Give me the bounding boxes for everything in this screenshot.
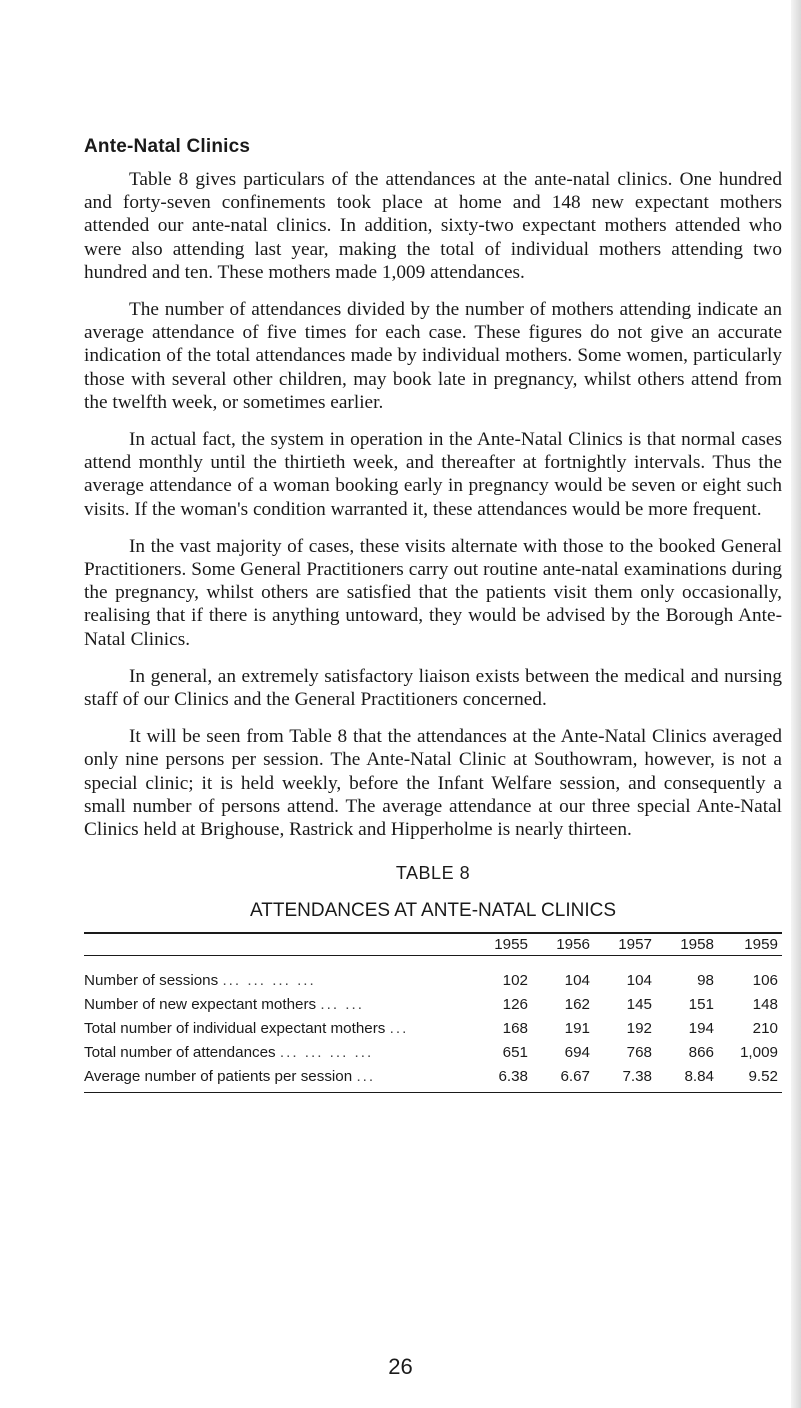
row-label xyxy=(84,1016,470,1040)
paragraph-6: It will be seen from Table 8 that the attendances at the Ante-Natal Clinics averaged only nine persons per session. The Ante-Natal Clinic at Southowram, however, is not a special clinic; it is held weekly, before the Infant Welfare session, and consequently a small number of persons attend. The average attendance at our three special Ante-Natal Clinics held at Brighouse, Rastrick and Hipperholme is nearly thirteen. xyxy=(84,726,782,841)
table-row xyxy=(84,956,782,993)
table-row xyxy=(84,1016,782,1040)
leader-dots: ... xyxy=(356,1067,376,1085)
table-cell: 102 xyxy=(502,971,528,989)
header-empty xyxy=(84,933,470,956)
table-title: ATTENDANCES AT ANTE-NATAL CLINICS xyxy=(250,900,616,922)
row-label-text: Average number of patients per session xyxy=(84,1067,353,1085)
page-edge-shadow xyxy=(791,0,801,1408)
row-label-text: Number of sessions xyxy=(84,971,219,989)
header-year: 1956 xyxy=(532,933,594,956)
table-cell: 168 xyxy=(502,1019,528,1037)
table-cell: 8.84 xyxy=(656,1064,718,1093)
row-label xyxy=(84,1040,470,1064)
table-cell: 145 xyxy=(626,995,652,1013)
paragraph-3: In actual fact, the system in operation in the Ante-Natal Clinics is that normal cases attend monthly until the thirtieth week, and thereafter at fortnightly intervals. Thus the average attendance of a woman booking early in pregnancy would be seven or eight such visits. If the woman's condition warranted it, these attendances would be more frequent. xyxy=(84,429,782,520)
table-cell: 6.38 xyxy=(470,1064,532,1093)
table-row xyxy=(84,1040,782,1064)
table-cell: 191 xyxy=(564,1019,590,1037)
table-cell: 104 xyxy=(626,971,652,989)
table-cell: 194 xyxy=(688,1019,714,1037)
row-label xyxy=(84,956,470,993)
table-cell: 106 xyxy=(752,971,778,989)
row-label-text: Total number of attendances xyxy=(84,1043,276,1061)
table-row xyxy=(84,1064,782,1093)
table-cell: 768 xyxy=(626,1043,652,1061)
leader-dots: ... ... ... ... xyxy=(279,1043,374,1061)
table-row xyxy=(84,992,782,1016)
table-cell: 1,009 xyxy=(739,1043,778,1061)
leader-dots: ... ... ... ... xyxy=(222,971,316,989)
paragraph-1: Table 8 gives particulars of the attendances at the ante-natal clinics. One hundred and forty-seven confinements took place at home and 148 new expectant mothers attended our ante-natal clinics. In addition, sixty-two expectant mothers attended who were also attending last year, making the total of individual mothers attending two hundred and ten. These mothers made 1,009 attendances. xyxy=(84,169,782,283)
document-page xyxy=(84,136,782,1093)
header-year: 1959 xyxy=(718,933,782,956)
row-label-text: Number of new expectant mothers xyxy=(84,995,317,1013)
table-cell: 104 xyxy=(564,971,590,989)
attendance-table xyxy=(84,932,782,1093)
section-heading: Ante-Natal Clinics xyxy=(84,136,251,157)
table-cell: 98 xyxy=(697,971,714,989)
table-cell: 162 xyxy=(564,995,590,1013)
table-cell: 6.67 xyxy=(532,1064,594,1093)
page-number: 26 xyxy=(388,1354,413,1379)
table-cell: 694 xyxy=(564,1043,590,1061)
row-label xyxy=(84,992,470,1016)
table-cell: 651 xyxy=(502,1043,528,1061)
table-header-row xyxy=(84,933,782,956)
header-year: 1957 xyxy=(594,933,656,956)
table-cell: 9.52 xyxy=(718,1064,782,1093)
table-cell: 148 xyxy=(752,995,778,1013)
leader-dots: ... ... xyxy=(320,995,364,1013)
header-year: 1955 xyxy=(470,933,532,956)
paragraph-2: The number of attendances divided by the number of mothers attending indicate an average attendance of five times for each case. These figures do not give an accurate indication of the total attendances made by individual mothers. Some women, particularly those with several other children, may book late in pregnancy, whilst others attend from the twelfth week, or sometimes earlier. xyxy=(84,299,782,413)
table-cell: 192 xyxy=(626,1019,652,1037)
paragraph-5: In general, an extremely satisfactory liaison exists between the medical and nursing staff of our Clinics and the General Practitioners concerned. xyxy=(84,665,782,711)
table-cell: 126 xyxy=(502,995,528,1013)
leader-dots: ... xyxy=(389,1019,409,1037)
paragraph-4: In the vast majority of cases, these visits alternate with those to the booked General Practitioners. Some General Practitioners carry out routine ante-natal examinations during the pregnancy, whilst others are satisfied that the patients visit them only occasionally, realising that if there is anything untoward, they would be advised by the Borough Ante-Natal Clinics. xyxy=(84,535,782,650)
table-cell: 7.38 xyxy=(594,1064,656,1093)
table-cell: 866 xyxy=(688,1043,714,1061)
header-year: 1958 xyxy=(656,933,718,956)
row-label xyxy=(84,1064,470,1093)
table-caption: TABLE 8 xyxy=(395,863,471,884)
table-cell: 210 xyxy=(752,1019,778,1037)
table-cell: 151 xyxy=(688,995,714,1013)
row-label-text: Total number of individual expectant mothers xyxy=(84,1019,386,1037)
